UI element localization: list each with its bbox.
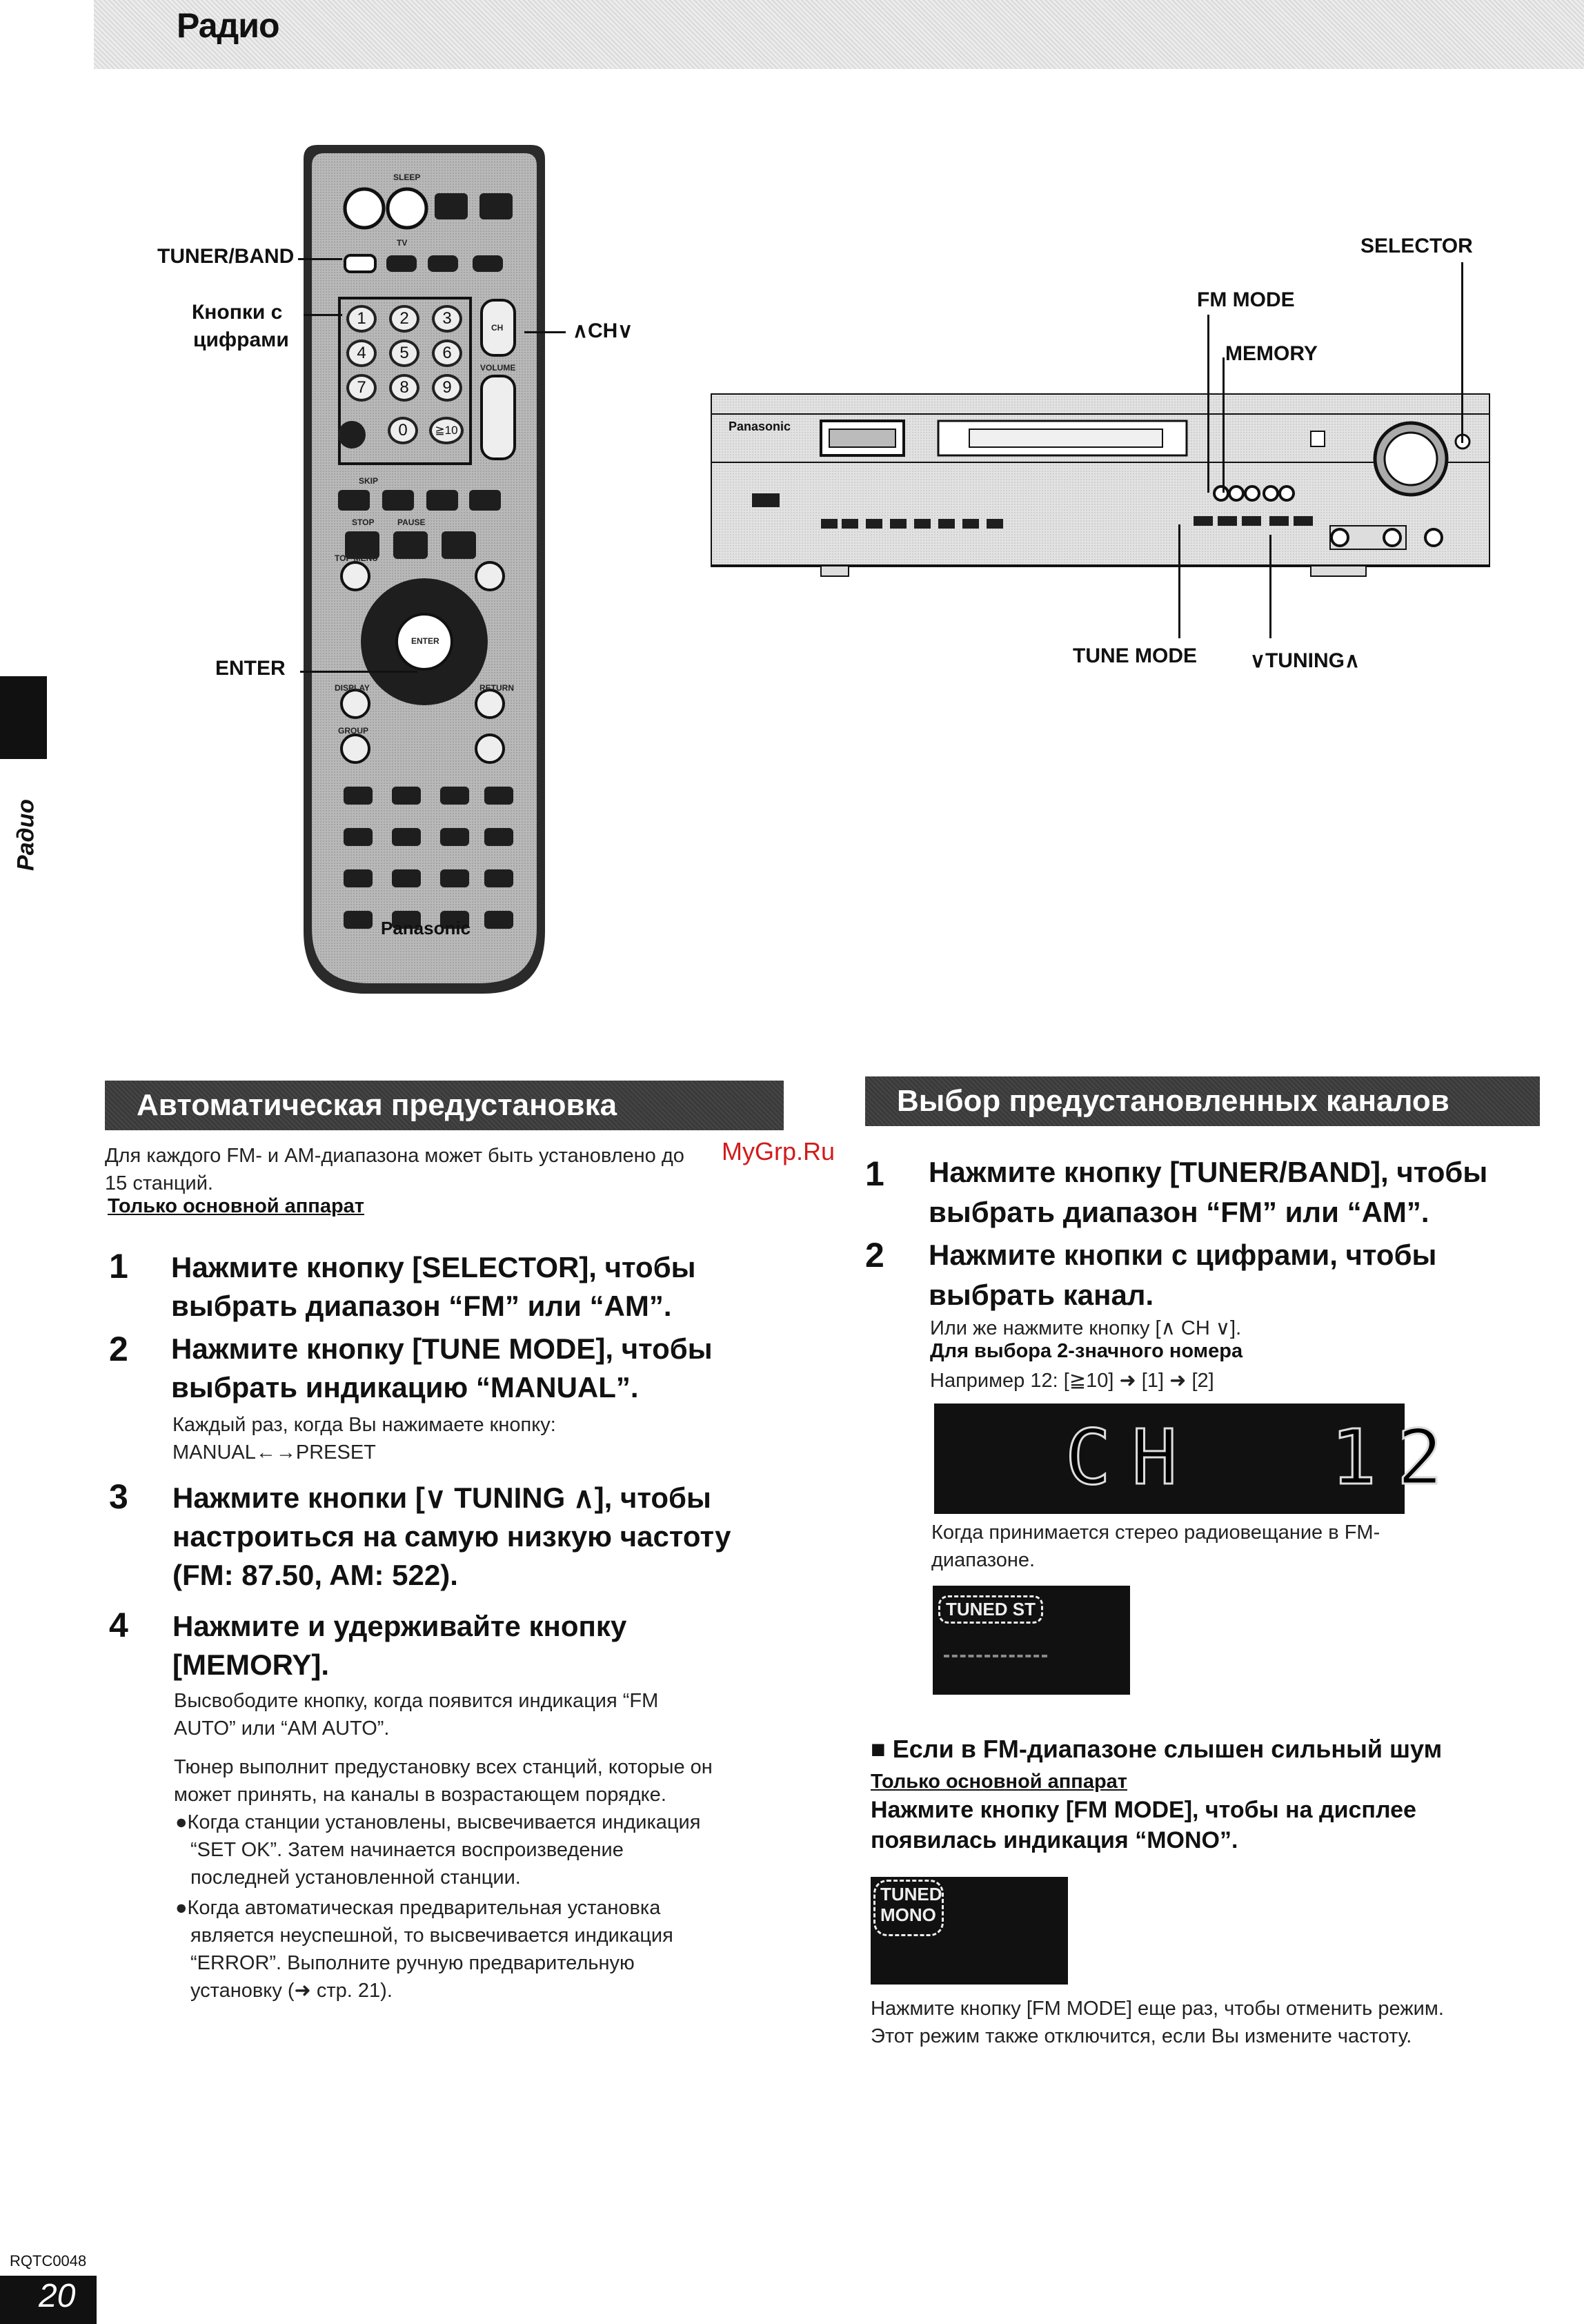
auto-step-3-line3: (FM: 87.50, AM: 522).	[172, 1559, 458, 1591]
auto-step-4-number: 4	[109, 1606, 128, 1644]
noise-only-main: Только основной аппарат	[871, 1771, 1128, 1793]
auto-step-1-line2: выбрать диапазон “FM” или “AM”.	[171, 1290, 672, 1322]
receiver-unit	[711, 393, 1490, 580]
receiver-brand-logo: Panasonic	[729, 420, 791, 433]
auto-preset-intro-line2: 15 станций.	[105, 1172, 213, 1194]
callout-tuning: ∨TUNING∧	[1250, 649, 1360, 672]
tuned-mono-display	[871, 1877, 1068, 1985]
preset-alt-ch: Или же нажмите кнопку [∧ CH ∨].	[930, 1317, 1242, 1339]
digit-key-9[interactable]: 9	[432, 374, 462, 402]
cancel-note-line2: Этот режим также отключится, если Вы измените частоту.	[871, 2025, 1412, 2047]
noise-step-line2: появилась индикация “MONO”.	[871, 1827, 1238, 1853]
receiver-illustration	[711, 393, 1490, 580]
digit-key-7[interactable]: 7	[346, 374, 377, 402]
callout-line-selector	[1461, 262, 1463, 443]
auto-step-2-note-line1: Каждый раз, когда Вы нажимаете кнопку:	[172, 1414, 556, 1436]
remote-label-volume: VOLUME	[480, 363, 516, 373]
callout-digits-line1: Кнопки с	[192, 301, 283, 324]
watermark: MyGrp.Ru	[722, 1137, 835, 1165]
preset-example: Например 12: [≧10] ➜ [1] ➜ [2]	[930, 1370, 1214, 1392]
digit-key-5[interactable]: 5	[389, 339, 419, 367]
tuner-note-line2: может принять, на каналы в возрастающем порядке.	[174, 1784, 666, 1806]
callout-tuner-band: TUNER/BAND	[157, 245, 295, 268]
digit-key-3[interactable]: 3	[432, 305, 462, 333]
remote-label-tv: TV	[397, 238, 408, 248]
remote-control	[304, 145, 545, 994]
remote-label-ch: CH	[491, 323, 504, 333]
remote-label-top-menu: TOP MENU	[335, 553, 378, 563]
callout-selector: SELECTOR	[1360, 235, 1473, 257]
noise-step-line1: Нажмите кнопку [FM MODE], чтобы на дисплее	[871, 1797, 1416, 1823]
callout-enter: ENTER	[215, 657, 286, 680]
digit-key-10plus[interactable]: ≧10	[429, 417, 464, 444]
remote-label-group: GROUP	[338, 726, 369, 736]
tuned-st-display	[933, 1586, 1130, 1695]
auto-step-3-number: 3	[109, 1477, 128, 1516]
callout-line-enter	[300, 671, 417, 673]
section-title-auto-preset: Автоматическая предустановка	[105, 1081, 784, 1130]
digit-key-0[interactable]: 0	[388, 417, 418, 444]
auto-step-2-number: 2	[109, 1330, 128, 1368]
auto-preset-intro-line1: Для каждого FM- и AM-диапазона может быть установлено до	[105, 1145, 684, 1167]
auto-step-2-line1: Нажмите кнопку [TUNE MODE], чтобы	[171, 1332, 713, 1365]
callout-tune-mode: TUNE MODE	[1073, 644, 1197, 667]
preset-step-1-line1: Нажмите кнопку [TUNER/BAND], чтобы	[929, 1156, 1488, 1188]
callout-memory: MEMORY	[1225, 342, 1318, 365]
side-tab	[0, 676, 47, 759]
preset-step-1-number: 1	[865, 1154, 884, 1193]
auto-step-4-line1: Нажмите и удерживайте кнопку	[172, 1610, 627, 1642]
auto-step-3-line1: Нажмите кнопки [∨ TUNING ∧], чтобы	[172, 1481, 711, 1514]
remote-brand-logo: Panasonic	[381, 918, 471, 938]
callout-line-fm-mode	[1207, 315, 1209, 493]
digit-key-8[interactable]: 8	[389, 374, 419, 402]
bullet-error-line1: ●Когда автоматическая предварительная установка	[175, 1897, 661, 1919]
auto-step-4-note-line1: Высвободите кнопку, когда появится индикация “FM	[174, 1690, 659, 1712]
preset-two-digit-heading: Для выбора 2-значного номера	[930, 1340, 1243, 1362]
digit-keypad	[346, 305, 468, 457]
callout-ch: ∧CH∨	[573, 319, 633, 342]
tuner-note-line1: Тюнер выполнит предустановку всех станций, которые он	[174, 1756, 713, 1778]
side-tab-label: Радио	[12, 798, 39, 872]
auto-step-1-number: 1	[109, 1247, 128, 1286]
stereo-note-line2: диапазоне.	[931, 1549, 1036, 1571]
callout-line-tuning	[1269, 535, 1271, 638]
digit-key-6[interactable]: 6	[432, 339, 462, 367]
digit-key-4[interactable]: 4	[346, 339, 377, 367]
cancel-note-line1: Нажмите кнопку [FM MODE] еще раз, чтобы отменить режим.	[871, 1998, 1444, 2020]
preset-step-1-line2: выбрать диапазон “FM” или “AM”.	[929, 1196, 1429, 1228]
header-band	[94, 0, 1584, 69]
bullet-error-line3: “ERROR”. Выполните ручную предварительную	[190, 1952, 635, 1974]
preset-step-2-line2: выбрать канал.	[929, 1279, 1154, 1311]
bullet-set-ok-line2: “SET OK”. Затем начинается воспроизведение	[190, 1839, 624, 1861]
remote-label-return: RETURN	[479, 683, 514, 693]
stereo-note-line1: Когда принимается стерео радиовещание в FM-	[931, 1522, 1380, 1544]
remote-body-illustration	[304, 145, 545, 994]
callout-line-ch	[524, 331, 566, 333]
auto-step-1-line1: Нажмите кнопку [SELECTOR], чтобы	[171, 1251, 696, 1283]
auto-preset-only-main: Только основной аппарат	[108, 1195, 365, 1217]
page-title: Радио	[177, 6, 279, 45]
tuned-st-dashes	[944, 1655, 1047, 1657]
callout-fm-mode: FM MODE	[1197, 288, 1295, 311]
document-code: RQTC0048	[10, 2252, 87, 2269]
bullet-error-line4: установку (➜ стр. 21).	[190, 1980, 393, 2002]
bullet-set-ok-line1: ●Когда станции установлены, высвечивается индикация	[175, 1811, 701, 1833]
section-title-preset-select: Выбор предустановленных каналов	[865, 1076, 1540, 1126]
auto-step-3-line2: настроиться на самую низкую частоту	[172, 1520, 731, 1553]
tuned-mono-outline	[873, 1880, 944, 1936]
side-tab-label-box	[6, 780, 47, 890]
tuned-st-indicator: TUNED ST	[938, 1595, 1043, 1624]
preset-step-2-line1: Нажмите кнопки с цифрами, чтобы	[929, 1239, 1437, 1271]
callout-line-memory	[1222, 357, 1225, 493]
callout-line-tune-mode	[1178, 524, 1180, 638]
tuned-mono-indicator-line2: MONO	[880, 1904, 936, 1925]
callout-line-digits	[304, 314, 342, 316]
bullet-error-line2: является неуспешной, то высвечивается индикация	[190, 1924, 673, 1947]
remote-label-sleep: SLEEP	[393, 173, 421, 182]
auto-step-4-line2: [MEMORY].	[172, 1648, 330, 1681]
callout-line-tuner-band	[298, 258, 342, 260]
auto-step-2-note-line2: MANUAL←→PRESET	[172, 1441, 376, 1464]
remote-label-skip: SKIP	[359, 476, 379, 486]
remote-label-stop: STOP	[352, 518, 375, 527]
noise-heading: ■ Если в FM-диапазоне слышен сильный шум	[871, 1735, 1443, 1763]
bullet-set-ok-line3: последней установленной станции.	[190, 1867, 521, 1889]
preset-step-2-number: 2	[865, 1236, 884, 1274]
ch-display-panel	[934, 1404, 1464, 1514]
page-number: 20	[39, 2278, 76, 2314]
callout-digits-line2: цифрами	[193, 328, 289, 351]
digit-key-2[interactable]: 2	[389, 305, 419, 333]
remote-label-enter[interactable]: ENTER	[411, 636, 439, 646]
ch-display-text: CH 12	[1065, 1413, 1464, 1501]
remote-label-display: DISPLAY	[335, 683, 370, 693]
auto-step-4-note-line2: AUTO” или “AM AUTO”.	[174, 1717, 390, 1740]
remote-label-pause: PAUSE	[397, 518, 426, 527]
auto-step-2-line2: выбрать индикацию “MANUAL”.	[171, 1371, 639, 1404]
digit-key-1[interactable]: 1	[346, 305, 377, 333]
tuned-mono-indicator-line1: TUNED	[880, 1884, 942, 1904]
